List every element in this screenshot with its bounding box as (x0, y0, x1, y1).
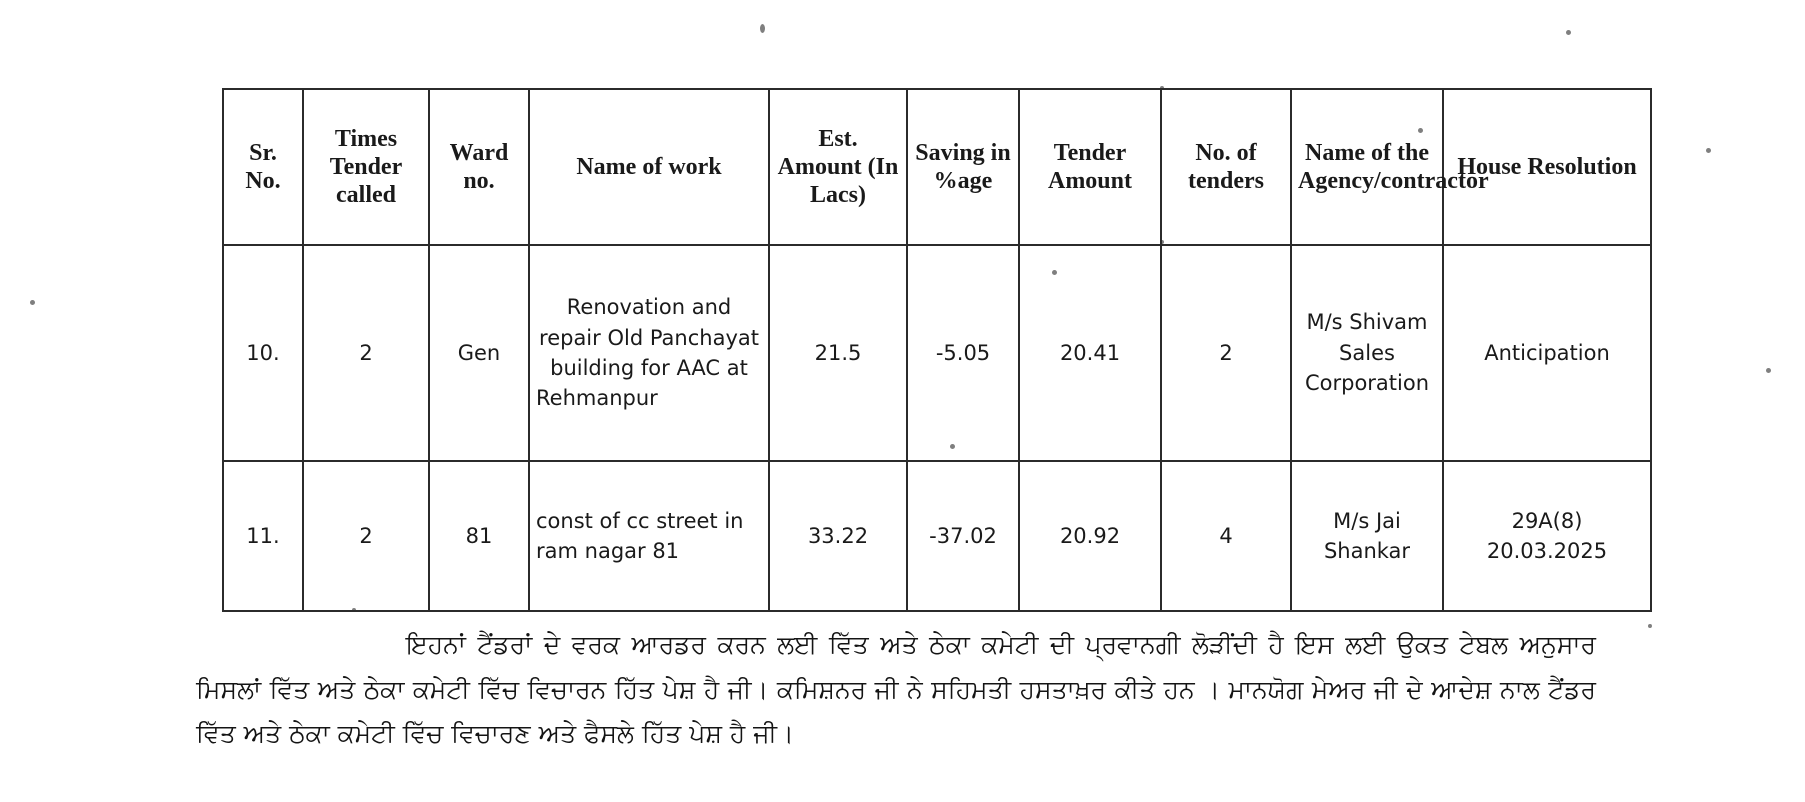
column-header-tender-amount: Tender Amount (1019, 89, 1161, 245)
table-body (223, 245, 1651, 611)
column-header-saving-pct: Saving in %age (907, 89, 1019, 245)
column-header-no-of-tenders: No. of tenders (1161, 89, 1291, 245)
table-header (223, 89, 1651, 245)
tender-table-container (222, 88, 1637, 612)
column-header-times-tender: Times Tender called (303, 89, 429, 245)
cell-times-tender-called: 2 (303, 461, 429, 611)
column-header-sr-no: Sr. No. (223, 89, 303, 245)
cell-agency: M/s Jai Shankar (1291, 461, 1443, 611)
body-paragraph: ਇਹਨਾਂ ਟੈਂਡਰਾਂ ਦੇ ਵਰਕ ਆਰਡਰ ਕਰਨ ਲਈ ਵਿੱਤ ਅਤੇ ਠੇਕਾ ਕਮੇਟੀ ਦੀ ਪ੍ਰਵਾਨਗੀ ਲੋੜੀਂਦੀ ਹੈ ਇਸ ਲਈ ਉਕਤ ਟੇਬਲ ਅਨੁਸਾਰ ਮਿਸਲਾਂ ਵਿੱਤ ਅਤੇ ਠੇਕਾ ਕਮੇਟੀ ਵਿੱਚ ਵਿਚਾਰਨ ਹਿੱਤ ਪੇਸ਼ ਹੈ ਜੀ। ਕਮਿਸ਼ਨਰ ਜੀ ਨੇ ਸਹਿਮਤੀ ਹਸਤਾਖ਼ਰ ਕੀਤੇ ਹਨ । ਮਾਨਯੋਗ ਮੇਅਰ ਜੀ ਦੇ ਆਦੇਸ਼ ਨਾਲ ਟੈਂਡਰ ਵਿੱਤ ਅਤੇ ਠੇਕਾ ਕਮੇਟੀ ਵਿੱਚ ਵਿਚਾਰਣ ਅਤੇ ਫੈਸਲੇ ਹਿੱਤ ਪੇਸ਼ ਹੈ ਜੀ। (196, 630, 1596, 748)
cell-tender-amount: 20.92 (1019, 461, 1161, 611)
cell-saving-pct: -5.05 (907, 245, 1019, 461)
scan-speck (1706, 148, 1711, 153)
table-row (223, 245, 1651, 461)
column-header-ward-no: Ward no. (429, 89, 529, 245)
cell-agency: M/s Shivam Sales Corporation (1291, 245, 1443, 461)
scan-speck (1566, 30, 1571, 35)
table-header-row (223, 89, 1651, 245)
cell-name-of-work: Renovation and repair Old Panchayat building for AAC at Rehmanpur (529, 245, 769, 461)
cell-times-tender-called: 2 (303, 245, 429, 461)
cell-saving-pct: -37.02 (907, 461, 1019, 611)
cell-tender-amount: 20.41 (1019, 245, 1161, 461)
cell-est-amount: 33.22 (769, 461, 907, 611)
cell-est-amount: 21.5 (769, 245, 907, 461)
cell-sr-no: 10. (223, 245, 303, 461)
cell-no-of-tenders: 4 (1161, 461, 1291, 611)
column-header-agency: Name of the Agency/contractor (1291, 89, 1443, 245)
cell-name-of-work: const of cc street in ram nagar 81 (529, 461, 769, 611)
cell-no-of-tenders: 2 (1161, 245, 1291, 461)
scan-speck (1766, 368, 1771, 373)
column-header-est-amount: Est. Amount (In Lacs) (769, 89, 907, 245)
cell-sr-no: 11. (223, 461, 303, 611)
cell-ward-no: Gen (429, 245, 529, 461)
cell-house-resolution: Anticipation (1443, 245, 1651, 461)
table-row (223, 461, 1651, 611)
column-header-house-resolution: House Resolution (1443, 89, 1651, 245)
scan-speck (30, 300, 35, 305)
tender-table (222, 88, 1652, 612)
cell-house-resolution: 29A(8) 20.03.2025 (1443, 461, 1651, 611)
column-header-name-of-work: Name of work (529, 89, 769, 245)
cell-ward-no: 81 (429, 461, 529, 611)
scan-speck (1648, 624, 1652, 628)
scan-speck (760, 24, 765, 33)
